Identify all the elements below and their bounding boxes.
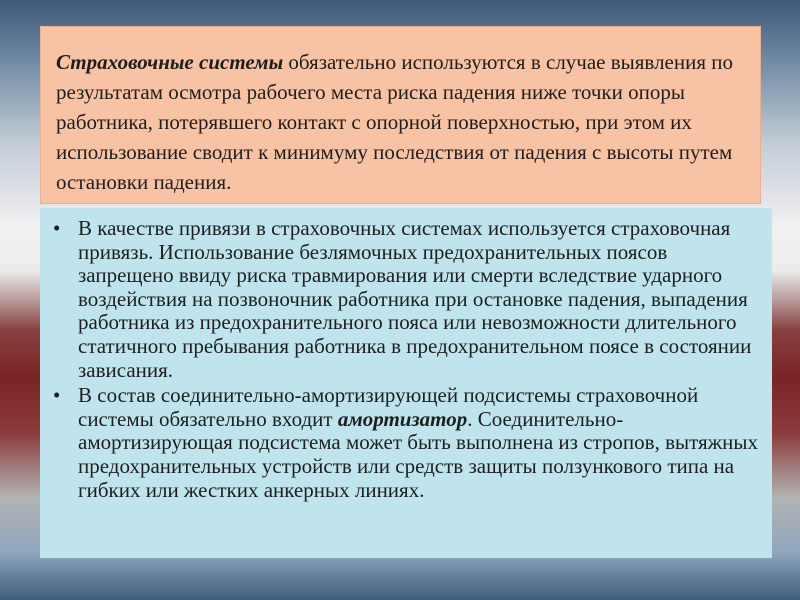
intro-box [40, 26, 761, 204]
intro-lead: Страховочные системы [56, 50, 284, 74]
bullets-box [40, 208, 772, 558]
bullet-marker: • [53, 216, 61, 240]
bullet-marker: • [53, 383, 61, 408]
bullet-item-absorber [48, 384, 764, 502]
bullet-item-harness [48, 217, 764, 382]
bullet-text-absorber-emph: амортизатор [337, 406, 468, 431]
bullet-text-absorber-before: В состав соединительно-амортизирующей подсистемы страховочной системы обязательно входит [78, 383, 699, 431]
bullet-list [48, 217, 764, 502]
bullet-text-absorber-after: . Соединительно-амортизирующая подсистема может быть выполнена из стропов, вытяжных предохранительных устройств или средств защиты ползункового типа на гибких или жестких анкерных линиях. [78, 406, 759, 502]
intro-text: обязательно используются в случае выявления по результатам осмотра рабочего места риска падения ниже точки опоры работника, потерявшего контакт с опорной поверхностью, при этом их использование сводит к минимуму последствия от падения с высоты путем остановки падения. [56, 50, 733, 194]
bullet-text-harness: В качестве привязи в страховочных системах используется страховочная привязь. Использование безлямочных предохранительных поясов запрещено ввиду риска травмирования или смерти вследствие ударного воздействия на позвоночник работника при остановке падения, выпадения работника из предохранительного пояса или невозможности длительного статичного пребывания работника в предохранительном поясе в состоянии зависания. [78, 216, 752, 382]
